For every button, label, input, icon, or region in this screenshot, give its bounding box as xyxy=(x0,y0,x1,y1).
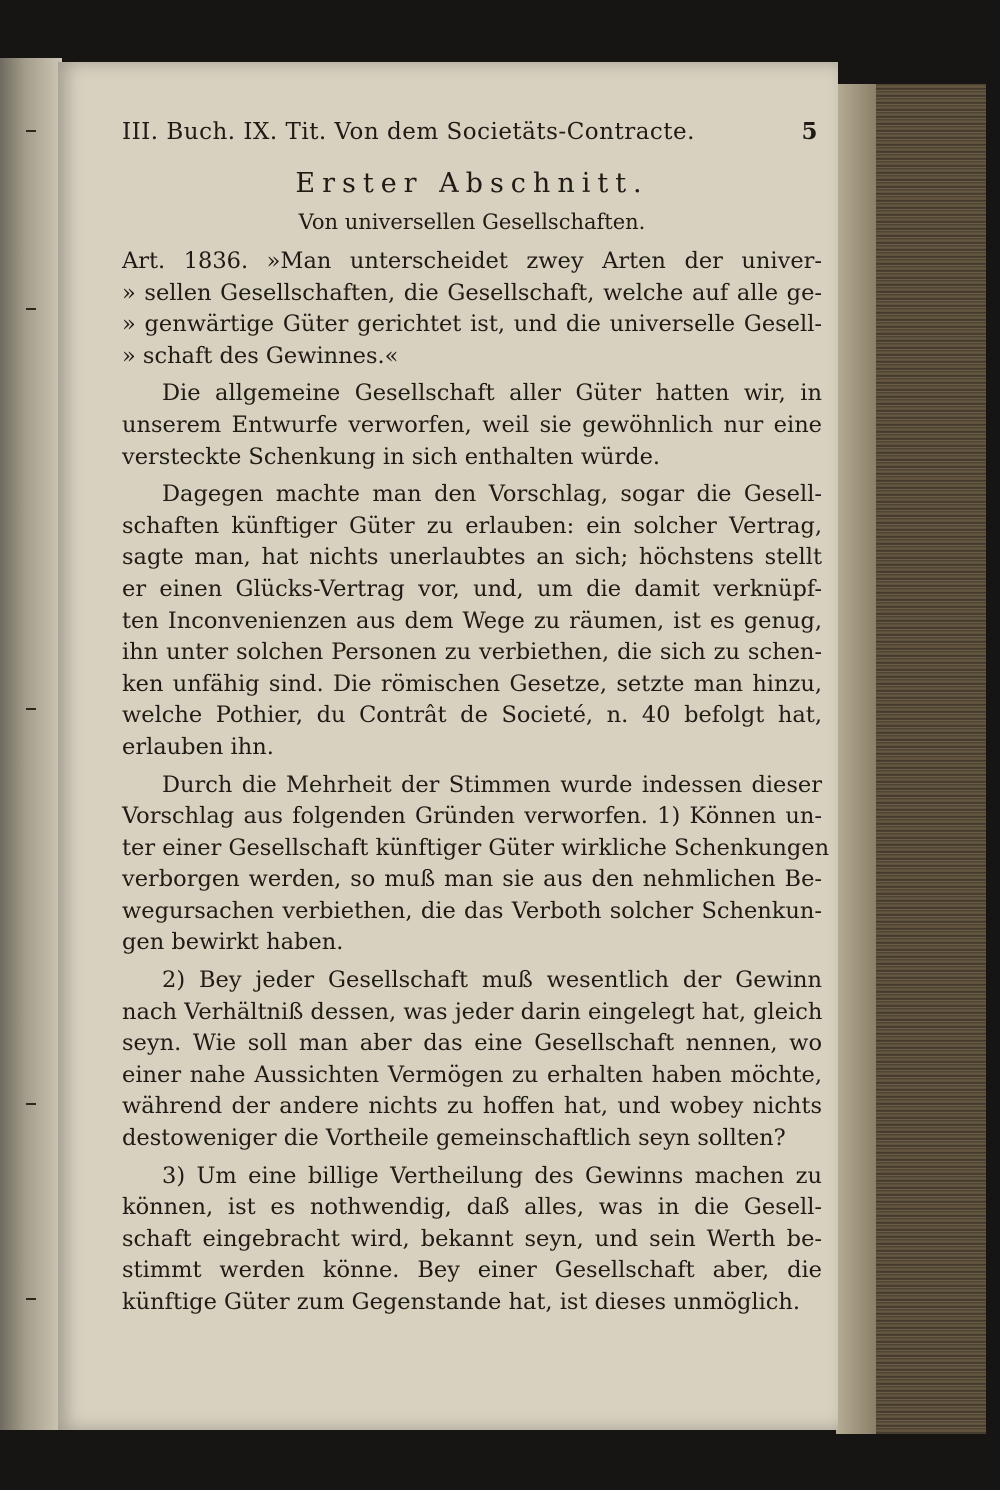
text-line: wegursachen verbiethen, die das Verboth solcher Schenkun- xyxy=(122,897,822,924)
text-line: erlauben ihn. xyxy=(122,733,274,760)
text-line: Art. 1836. »Man unterscheidet zwey Arten der univer- xyxy=(122,248,822,274)
text-line: schaften künftiger Güter zu erlauben: ein solcher Vertrag, xyxy=(122,512,822,539)
text-line: ten Inconvenienzen aus dem Wege zu räumen, ist es genug, xyxy=(122,607,822,634)
text-line: können, ist es nothwendig, daß alles, was in die Gesell- xyxy=(122,1194,822,1221)
text-line: seyn. Wie soll man aber das eine Gesellschaft nennen, wo xyxy=(122,1030,822,1057)
text-line: gen bewirkt haben. xyxy=(122,929,344,956)
paragraph xyxy=(122,770,830,960)
text-line: verborgen werden, so muß man sie aus den nehmlichen Be- xyxy=(122,866,822,893)
section-title: Erster Abschnitt. xyxy=(295,168,649,199)
text-line: » schaft des Gewinnes.« xyxy=(122,342,399,369)
paragraph xyxy=(122,479,822,763)
text-line: ken unfähig sind. Die römischen Gesetze, setzte man hinzu, xyxy=(122,670,822,697)
text-line: welche Pothier, du Contrât de Societé, n. 40 befolgt hat, xyxy=(122,702,822,729)
left-page-mark xyxy=(26,130,36,132)
text-line: nach Verhältniß dessen, was jeder darin eingelegt hat, gleich xyxy=(122,998,823,1025)
page-stack-edge xyxy=(836,84,876,1434)
left-page-mark xyxy=(26,1103,36,1105)
text-line: einer nahe Aussichten Vermögen zu erhalten haben möchte, xyxy=(122,1061,822,1088)
page-text xyxy=(122,118,830,1325)
left-page-mark xyxy=(26,1298,36,1300)
text-line: Dagegen machte man den Vorschlag, sogar die Gesell- xyxy=(162,481,822,508)
body-text xyxy=(122,246,830,1325)
text-line: » genwärtige Güter gerichtet ist, und die universelle Gesell- xyxy=(122,311,822,338)
text-line: Die allgemeine Gesellschaft aller Güter hatten wir, in xyxy=(162,380,822,407)
text-line: er einen Glücks-Vertrag vor, und, um die damit verknüpf- xyxy=(122,575,822,602)
text-line: versteckte Schenkung in sich enthalten würde. xyxy=(122,443,661,470)
running-title: III. Buch. IX. Tit. Von dem Societäts-Contracte. xyxy=(122,119,695,145)
paragraph xyxy=(122,378,822,473)
text-line: destoweniger die Vortheile gemeinschaftlich seyn sollten? xyxy=(122,1125,786,1152)
text-line: unserem Entwurfe verworfen, weil sie gewöhnlich nur eine xyxy=(122,411,822,438)
left-page-edge xyxy=(0,58,62,1430)
text-line: schaft eingebracht wird, bekannt seyn, und sein Werth be- xyxy=(122,1225,822,1252)
text-line: während der andere nichts zu hoffen hat, und wobey nichts xyxy=(122,1093,822,1120)
text-line: 2) Bey jeder Gesellschaft muß wesentlich der Gewinn xyxy=(162,967,822,994)
section-subtitle: Von universellen Gesellschaften. xyxy=(298,210,646,234)
running-header xyxy=(122,118,822,158)
page-number: 5 xyxy=(801,118,818,145)
text-line: Durch die Mehrheit der Stimmen wurde indessen dieser xyxy=(162,771,822,798)
text-line: stimmt werden könne. Bey einer Gesellschaft aber, die xyxy=(122,1257,822,1284)
paragraph xyxy=(122,246,822,372)
text-line: Vorschlag aus folgenden Gründen verworfen. 1) Können un- xyxy=(122,803,822,830)
text-line: 3) Um eine billige Vertheilung des Gewinns machen zu xyxy=(162,1162,822,1189)
text-line: sagte man, hat nichts unerlaubtes an sich; höchstens stellt xyxy=(122,544,822,571)
left-page-mark xyxy=(26,708,36,710)
paragraph xyxy=(122,1161,822,1319)
text-line: künftige Güter zum Gegenstande hat, ist dieses unmöglich. xyxy=(122,1289,801,1315)
text-line: ihn unter solchen Personen zu verbiethen, die sich zu schen- xyxy=(122,639,822,666)
paragraph xyxy=(122,965,822,1155)
book-page xyxy=(58,62,838,1430)
text-line: » sellen Gesellschaften, die Gesellschaft, welche auf alle ge- xyxy=(122,279,822,306)
left-page-mark xyxy=(26,308,36,310)
text-line: ter einer Gesellschaft künftiger Güter wirkliche Schenkungen xyxy=(122,834,830,861)
